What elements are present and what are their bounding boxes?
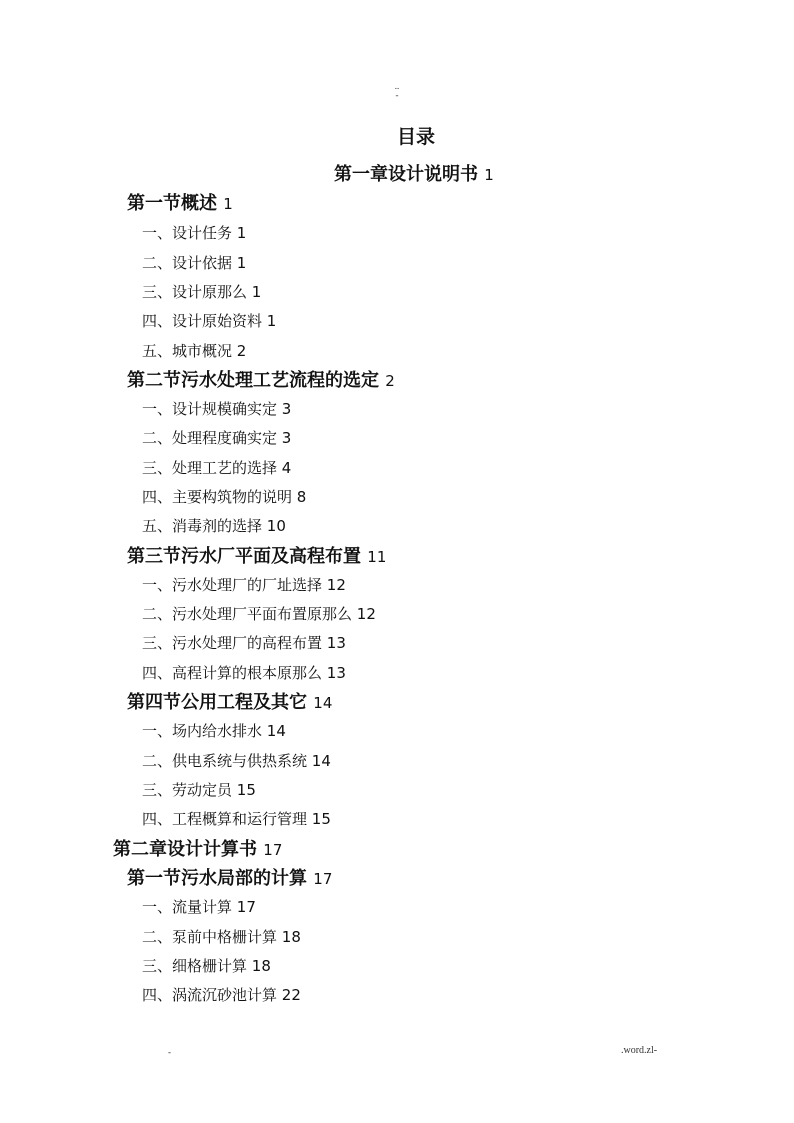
toc-page-number: 17: [313, 870, 333, 888]
toc-entry-text: 四、设计原始资料: [142, 312, 263, 330]
toc-item[interactable]: [142, 750, 331, 771]
toc-entry-text: 第一章设计说明书: [334, 164, 478, 185]
toc-entry-text: 第一节污水局部的计算: [127, 868, 307, 889]
toc-section-3[interactable]: [127, 542, 386, 568]
toc-item[interactable]: [142, 632, 346, 653]
toc-page-number: 1: [236, 224, 247, 242]
toc-entry-text: 二、泵前中格栅计算: [142, 928, 278, 946]
toc-item[interactable]: [142, 457, 291, 478]
header-mark-top: ..: [394, 81, 400, 91]
toc-entry-text: 第一节概述: [127, 193, 217, 214]
toc-page-number: 17: [236, 898, 256, 916]
toc-entry-text: 第四节公用工程及其它: [127, 692, 307, 713]
toc-item[interactable]: [142, 720, 286, 741]
toc-entry-text: 一、设计规模确实定: [142, 400, 278, 418]
toc-entry-text: 四、主要构筑物的说明: [142, 488, 293, 506]
toc-page-number: 1: [484, 166, 494, 184]
toc-item[interactable]: [142, 662, 346, 683]
toc-item[interactable]: [142, 574, 346, 595]
toc-item[interactable]: [142, 222, 246, 243]
toc-page-number: 12: [356, 605, 376, 623]
toc-page-number: 15: [236, 781, 256, 799]
toc-page-number: 17: [263, 841, 283, 859]
toc-section-4[interactable]: [127, 688, 332, 714]
toc-item[interactable]: [142, 310, 276, 331]
toc-page-number: 1: [223, 195, 233, 213]
toc-item[interactable]: [142, 926, 301, 947]
toc-item[interactable]: [142, 427, 291, 448]
toc-entry-text: 二、设计依据: [142, 254, 233, 272]
header-mark-bottom: -: [395, 90, 399, 100]
toc-page-number: 13: [326, 634, 346, 652]
toc-entry-text: 三、处理工艺的选择: [142, 459, 278, 477]
toc-page-number: 2: [236, 342, 247, 360]
toc-item[interactable]: [142, 896, 256, 917]
toc-title: 目录: [396, 126, 435, 148]
toc-page-number: 1: [236, 254, 247, 272]
toc-page-number: 18: [251, 957, 271, 975]
toc-page-number: 14: [311, 752, 331, 770]
toc-page-number: 18: [281, 928, 301, 946]
toc-entry-text: 三、细格栅计算: [142, 957, 248, 975]
toc-chapter-1[interactable]: [334, 160, 494, 186]
toc-item[interactable]: [142, 779, 256, 800]
toc-entry-text: 二、污水处理厂平面布置原那么: [142, 605, 353, 623]
toc-page-number: 4: [281, 459, 292, 477]
toc-page-number: 14: [313, 694, 333, 712]
toc-entry-text: 三、污水处理厂的高程布置: [142, 634, 323, 652]
toc-page-number: 2: [385, 372, 395, 390]
toc-section-1[interactable]: [127, 189, 233, 215]
page-header: [0, 82, 794, 100]
toc-entry-text: 三、设计原那么: [142, 283, 248, 301]
toc-entry-text: 一、场内给水排水: [142, 722, 263, 740]
toc-page-number: 15: [311, 810, 331, 828]
toc-item[interactable]: [142, 252, 246, 273]
toc-page-number: 22: [281, 986, 301, 1004]
toc-item[interactable]: [142, 398, 291, 419]
toc-entry-text: 第三节污水厂平面及高程布置: [127, 546, 361, 567]
toc-section-2[interactable]: [127, 366, 395, 392]
toc-item[interactable]: [142, 515, 286, 536]
toc-chapter-2[interactable]: [113, 835, 282, 861]
toc-item[interactable]: [142, 486, 306, 507]
toc-item[interactable]: [142, 603, 376, 624]
toc-page-number: 1: [251, 283, 262, 301]
toc-page-number: 1: [266, 312, 277, 330]
toc-entry-text: 第二章设计计算书: [113, 839, 257, 860]
toc-section-5[interactable]: [127, 864, 332, 890]
toc-entry-text: 四、工程概算和运行管理: [142, 810, 308, 828]
toc-page-number: 14: [266, 722, 286, 740]
toc-entry-text: 第二节污水处理工艺流程的选定: [127, 370, 379, 391]
footer-right-text: .word.zl-: [621, 1045, 658, 1056]
toc-entry-text: 一、污水处理厂的厂址选择: [142, 576, 323, 594]
toc-entry-text: 五、消毒剂的选择: [142, 517, 263, 535]
toc-entry-text: 一、流量计算: [142, 898, 233, 916]
toc-entry-text: 二、供电系统与供热系统: [142, 752, 308, 770]
toc-item[interactable]: [142, 984, 301, 1005]
toc-item[interactable]: [142, 808, 331, 829]
toc-page-number: 10: [266, 517, 286, 535]
toc-entry-text: 三、劳动定员: [142, 781, 233, 799]
footer-left-mark: -: [168, 1047, 171, 1057]
toc-page-number: 13: [326, 664, 346, 682]
toc-page-number: 11: [367, 548, 387, 566]
toc-entry-text: 五、城市概况: [142, 342, 233, 360]
toc-page-number: 3: [281, 429, 292, 447]
toc-entry-text: 一、设计任务: [142, 224, 233, 242]
toc-page-number: 8: [296, 488, 307, 506]
toc-item[interactable]: [142, 281, 261, 302]
toc-page-number: 12: [326, 576, 346, 594]
toc-entry-text: 四、高程计算的根本原那么: [142, 664, 323, 682]
toc-page-number: 3: [281, 400, 292, 418]
toc-entry-text: 四、涡流沉砂池计算: [142, 986, 278, 1004]
toc-item[interactable]: [142, 340, 246, 361]
toc-item[interactable]: [142, 955, 271, 976]
toc-entry-text: 二、处理程度确实定: [142, 429, 278, 447]
